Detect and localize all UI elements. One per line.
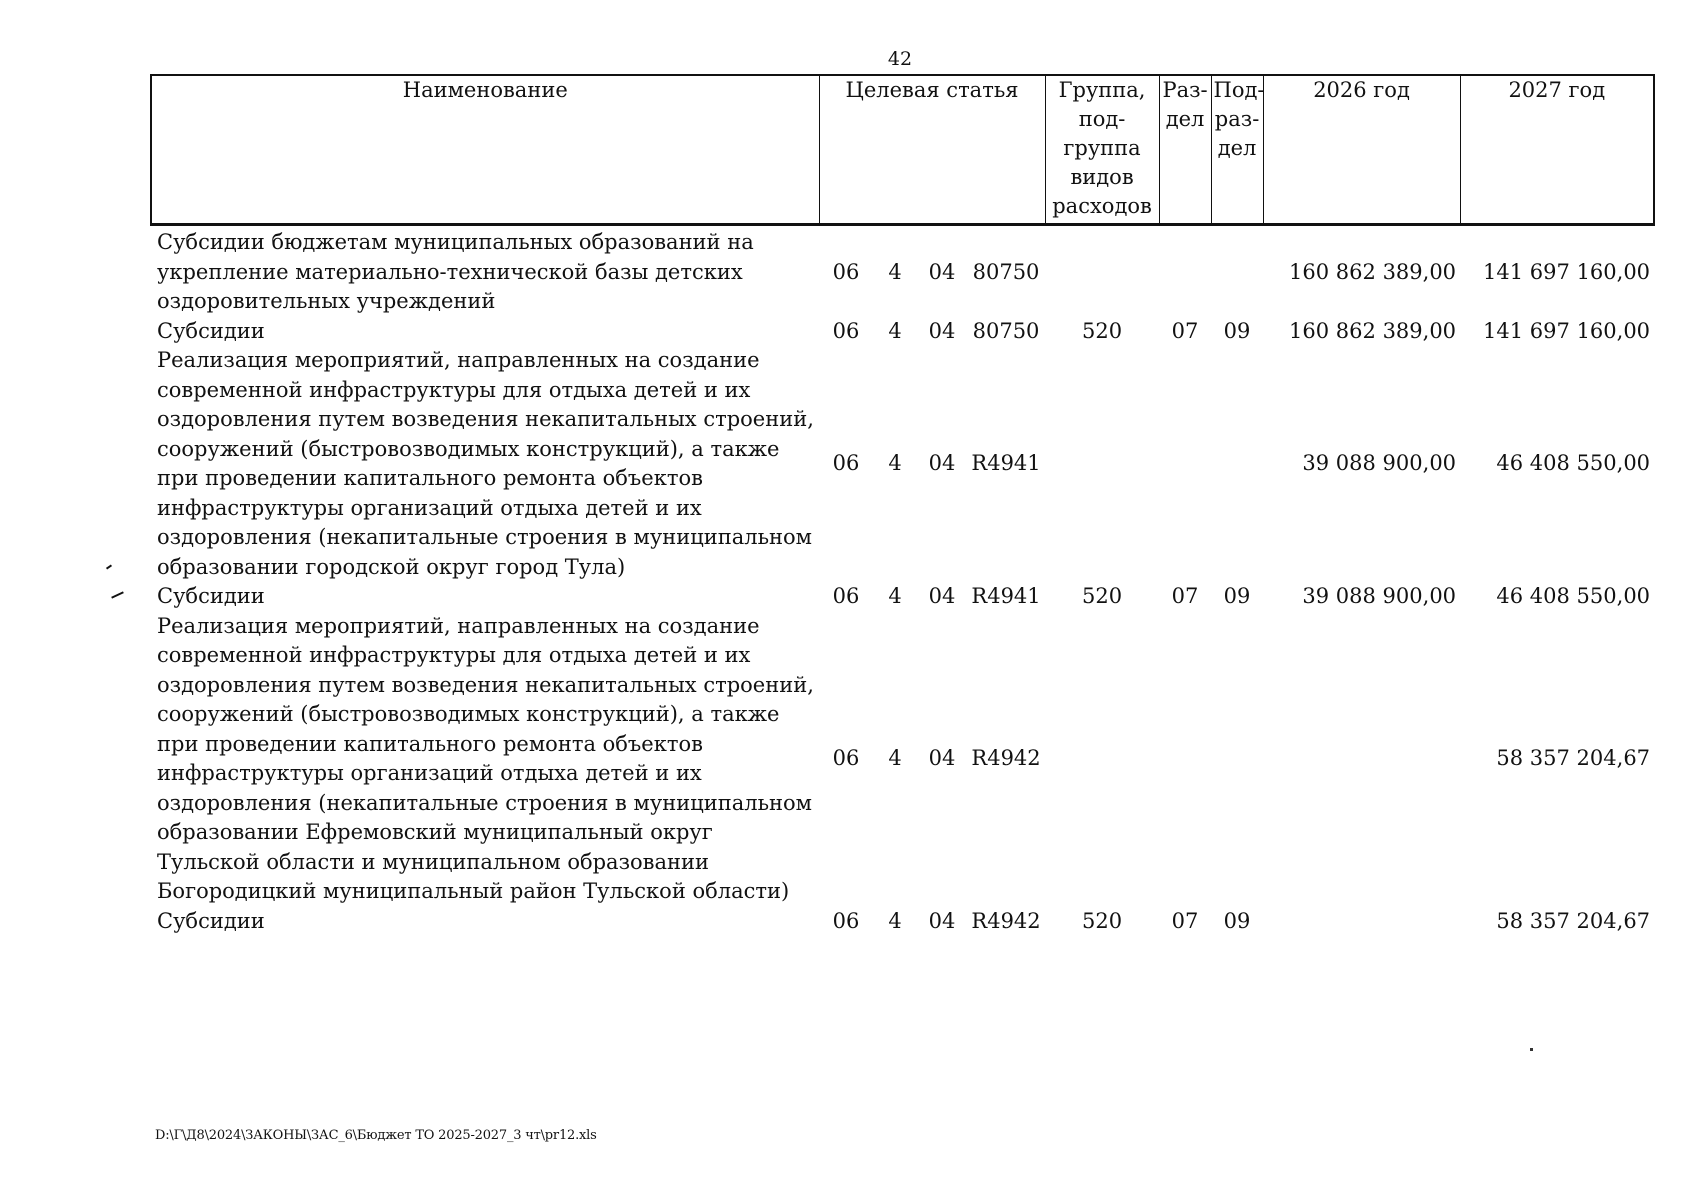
- code-subprogram: 4: [888, 451, 902, 476]
- expense-group: 520: [1082, 908, 1123, 933]
- header-section: Раз-дел: [1159, 75, 1211, 225]
- expense-group: 520: [1082, 584, 1123, 608]
- code-event: 04: [928, 318, 956, 343]
- table-body: [151, 225, 1654, 937]
- table-row: [151, 612, 1654, 907]
- amount-2026: 160 862 389,00: [1289, 259, 1457, 284]
- expense-group: [1045, 346, 1159, 582]
- budget-table: [150, 74, 1655, 936]
- table-row: [151, 225, 1654, 317]
- amount-2027: 141 697 160,00: [1483, 259, 1651, 284]
- page-number: 42: [887, 48, 913, 70]
- amount-2026: 39 088 900,00: [1302, 584, 1457, 608]
- code-direction: R4941: [971, 584, 1041, 608]
- subsection: [1211, 225, 1263, 317]
- code-program: 06: [832, 908, 860, 933]
- header-year-2026: 2026 год: [1263, 75, 1460, 225]
- code-subprogram: 4: [888, 584, 902, 608]
- code-subprogram: 4: [888, 259, 902, 284]
- expense-group: 520: [1082, 318, 1123, 343]
- row-name: Субсидии бюджетам муниципальных образований на укрепление материально-технической базы детских оздоровительных учреждений: [157, 230, 754, 313]
- code-program: 06: [832, 259, 860, 284]
- code-event: 04: [928, 746, 956, 771]
- code-subprogram: 4: [888, 908, 902, 933]
- row-name: Реализация мероприятий, направленных на создание современной инфраструктуры для отдыха детей и их оздоровления путем возведения некапитальных строений, сооружений (быстровозводимых конструкций), а также при проведении капитального ремонта объектов инфраструктуры организаций отдыха детей и их оздоровления (некапитальные строения в муниципальном образовании Ефремовский муниципальный округ Тульской области и муниципальном образовании Богородицкий муниципальный район Тульской области): [157, 613, 814, 903]
- code-direction: R4942: [971, 908, 1041, 933]
- section: [1159, 346, 1211, 582]
- code-program: 06: [832, 584, 860, 608]
- row-name: Реализация мероприятий, направленных на создание современной инфраструктуры для отдыха детей и их оздоровления путем возведения некапитальных строений, сооружений (быстровозводимых конструкций), а также при проведении капитального ремонта объектов инфраструктуры организаций отдыха детей и их оздоровления (некапитальные строения в муниципальном образовании городской округ город Тула): [157, 348, 814, 579]
- subsection: 09: [1223, 908, 1251, 933]
- row-name: Субсидии: [157, 584, 265, 608]
- pen-tick-mark: [106, 564, 112, 569]
- code-event: 04: [928, 451, 956, 476]
- expense-group: [1045, 225, 1159, 317]
- code-program: 06: [832, 451, 860, 476]
- subsection: [1211, 346, 1263, 582]
- section: [1159, 225, 1211, 317]
- code-direction: 80750: [972, 318, 1040, 343]
- table-header: [151, 75, 1654, 225]
- amount-2027: 46 408 550,00: [1496, 451, 1651, 476]
- code-program: 06: [832, 318, 860, 343]
- amount-2027: 141 697 160,00: [1483, 318, 1651, 343]
- subsection: 09: [1223, 584, 1251, 608]
- scan-speck: [1530, 1048, 1533, 1051]
- header-year-2027: 2027 год: [1460, 75, 1654, 225]
- code-event: 04: [928, 908, 956, 933]
- table-row: [151, 907, 1654, 937]
- section: 07: [1171, 584, 1199, 608]
- code-direction: R4941: [971, 451, 1041, 476]
- table-row: [151, 346, 1654, 582]
- header-name: Наименование: [151, 75, 819, 225]
- footer-file-path: D:\Г\Д8\2024\ЗАКОНЫ\ЗАС_6\Бюджет ТО 2025-2027_3 чт\pr12.xls: [155, 1128, 597, 1143]
- header-target-article: Целевая статья: [819, 75, 1045, 225]
- amount-2026: [1263, 907, 1460, 937]
- amount-2027: 46 408 550,00: [1496, 584, 1651, 608]
- header-expense-group: Группа, под-группа видов расходов: [1045, 75, 1159, 225]
- section: [1159, 612, 1211, 907]
- row-name: Субсидии: [157, 318, 265, 343]
- code-program: 06: [832, 746, 860, 771]
- amount-2026: [1263, 612, 1460, 907]
- code-direction: 80750: [972, 259, 1040, 284]
- header-subsection: Под-раз-дел: [1211, 75, 1263, 225]
- section: 07: [1171, 908, 1199, 933]
- code-subprogram: 4: [888, 746, 902, 771]
- table-row: [151, 582, 1654, 612]
- amount-2027: 58 357 204,67: [1496, 746, 1651, 771]
- subsection: [1211, 612, 1263, 907]
- amount-2027: 58 357 204,67: [1496, 908, 1651, 933]
- section: 07: [1171, 318, 1199, 343]
- pen-tick-mark: [111, 591, 124, 598]
- code-subprogram: 4: [888, 318, 902, 343]
- table-row: [151, 317, 1654, 347]
- expense-group: [1045, 612, 1159, 907]
- code-event: 04: [928, 259, 956, 284]
- code-event: 04: [928, 584, 956, 608]
- row-name: Субсидии: [157, 908, 265, 933]
- amount-2026: 160 862 389,00: [1289, 318, 1457, 343]
- subsection: 09: [1223, 318, 1251, 343]
- code-direction: R4942: [971, 746, 1041, 771]
- amount-2026: 39 088 900,00: [1302, 451, 1457, 476]
